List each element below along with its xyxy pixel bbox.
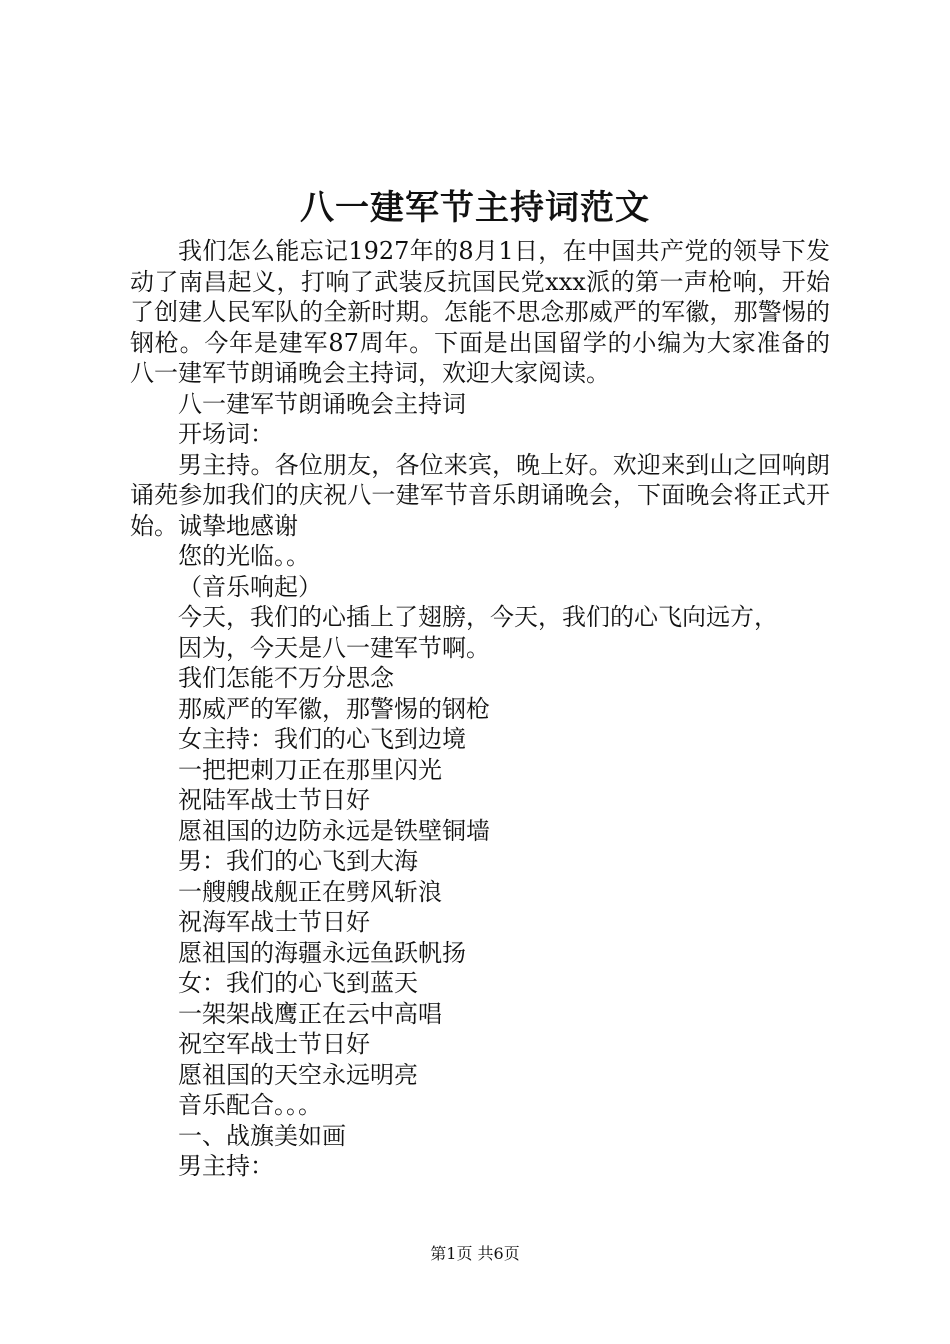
script-line: 一架架战鹰正在云中高唱 [178, 999, 442, 1028]
script-line: 那威严的军徽，那警惕的钢枪 [178, 694, 490, 723]
intro-paragraph: 我们怎么能忘记1927年的8月1日，在中国共产党的领导下发动了南昌起义，打响了武装反抗国民党xxx派的第一声枪响，开始了创建人民军队的全新时期。怎能不思念那威严的军徽，那警惕的钢枪。今年是建军87周年。下面是出国留学的小编为大家准备的八一建军节朗诵晚会主持词，欢迎大家阅读。 [130, 237, 830, 387]
opening-label: 开场词： [178, 420, 274, 448]
script-line: 愿祖国的海疆永远鱼跃帆扬 [178, 938, 466, 967]
script-line: （音乐响起） [178, 572, 322, 601]
script-line: 女：我们的心飞到蓝天 [178, 969, 418, 997]
script-line: 今天，我们的心插上了翅膀，今天，我们的心飞向远方， [178, 603, 778, 631]
script-line: 一艘艘战舰正在劈风斩浪 [178, 877, 442, 906]
script-line: 您的光临。。 [178, 542, 310, 570]
script-line: 男：我们的心飞到大海 [178, 847, 418, 875]
script-line: 愿祖国的天空永远明亮 [178, 1060, 418, 1089]
host-paragraph: 男主持。各位朋友，各位来宾，晚上好。欢迎来到山之回响朗诵苑参加我们的庆祝八一建军节音乐朗诵晚会，下面晚会将正式开始。诚挚地感谢 [130, 450, 830, 540]
script-line: 音乐配合。。。 [178, 1091, 322, 1119]
script-line: 男主持： [178, 1152, 274, 1180]
document-title: 八一建军节主持词范文 [300, 188, 650, 228]
script-line: 因为，今天是八一建军节啊。 [178, 633, 490, 662]
page-number-footer: 第1页 共6页 [430, 1244, 520, 1263]
document-body [130, 236, 830, 1182]
script-line: 女主持：我们的心飞到边境 [178, 725, 466, 753]
script-line: 祝海军战士节日好 [178, 908, 370, 936]
script-line: 祝空军战士节日好 [178, 1030, 370, 1058]
section-heading: 八一建军节朗诵晚会主持词 [178, 389, 466, 418]
script-line: 我们怎能不万分思念 [178, 664, 394, 692]
script-line: 祝陆军战士节日好 [178, 786, 370, 814]
script-line: 一、战旗美如画 [178, 1121, 346, 1150]
script-line: 愿祖国的边防永远是铁壁铜墙 [178, 816, 490, 845]
script-line: 一把把刺刀正在那里闪光 [178, 755, 442, 784]
